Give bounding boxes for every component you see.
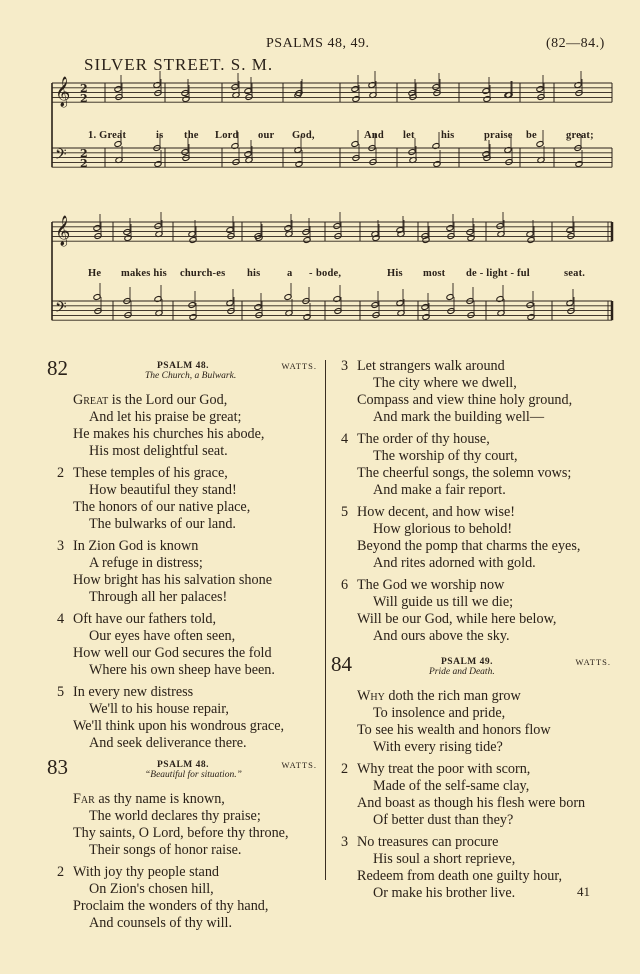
lyric-syllable: 1. Great bbox=[88, 130, 127, 141]
text-column-left bbox=[47, 358, 327, 937]
stanza-lead-word: Why bbox=[357, 688, 389, 704]
psalm-block bbox=[47, 757, 327, 932]
stanza-number: 4 bbox=[341, 431, 349, 447]
psalm-block bbox=[47, 358, 327, 752]
stanza bbox=[331, 431, 621, 499]
verse-line bbox=[331, 577, 621, 594]
stanza-number: 6 bbox=[341, 577, 349, 593]
text-column-right bbox=[331, 358, 621, 907]
verse-line: And ours above the sky. bbox=[373, 628, 510, 644]
verse-line bbox=[331, 504, 621, 521]
verse-line: And counsels of thy will. bbox=[89, 915, 233, 931]
psalm-subtitle: “Beautiful for situation.” bbox=[145, 770, 242, 780]
verse-text: These temples of his grace, bbox=[73, 465, 228, 481]
psalm-name: PSALM 49. bbox=[441, 657, 493, 667]
verse-line: And rites adorned with gold. bbox=[373, 555, 536, 571]
lyric-syllable: our bbox=[258, 130, 275, 141]
verse-line: His soul a short reprieve, bbox=[373, 851, 516, 867]
verse-line: Proclaim the wonders of thy hand, bbox=[73, 898, 269, 914]
lyric-syllable: be bbox=[526, 130, 537, 141]
stanza bbox=[331, 577, 621, 645]
verse-line: We'll to his house repair, bbox=[89, 701, 229, 717]
stanza bbox=[47, 538, 327, 606]
stanza bbox=[331, 358, 621, 426]
time-signature-bottom: 2 bbox=[80, 157, 88, 170]
running-head-range: (82—84.) bbox=[546, 36, 605, 51]
verse-line: Will guide us till we die; bbox=[373, 594, 514, 610]
verse-line: The world declares thy praise; bbox=[89, 808, 261, 824]
running-head-title: PSALMS 48, 49. bbox=[266, 36, 370, 51]
stanza-number: 4 bbox=[57, 611, 65, 627]
verse-line: Thy saints, O Lord, before thy throne, bbox=[73, 825, 289, 841]
bass-clef-icon: 𝄢 bbox=[55, 146, 67, 167]
verse-line: Redeem from death one guilty hour, bbox=[357, 868, 563, 884]
tune-title: SILVER STREET. S. M. bbox=[84, 55, 274, 74]
stanza bbox=[47, 684, 327, 752]
verse-line: Will be our God, while here below, bbox=[357, 611, 557, 627]
verse-line: And seek deliverance there. bbox=[89, 735, 247, 751]
psalm-header bbox=[331, 654, 621, 688]
lyric-syllable: most bbox=[423, 268, 446, 279]
stanza bbox=[47, 864, 327, 932]
page-number: 41 bbox=[577, 884, 590, 899]
psalm-number: 82 bbox=[47, 356, 68, 380]
psalm-name: PSALM 48. bbox=[157, 361, 209, 371]
verse-line bbox=[331, 761, 621, 778]
stanza-number: 3 bbox=[57, 538, 65, 554]
time-signature-top: 2 bbox=[80, 147, 88, 160]
psalm-number: 83 bbox=[47, 755, 68, 779]
stanza bbox=[47, 392, 327, 460]
music-score bbox=[0, 0, 640, 360]
psalm-header bbox=[47, 757, 327, 791]
verse-line: The worship of thy court, bbox=[373, 448, 518, 464]
lyric-syllable: his bbox=[441, 130, 455, 141]
stanza-number: 3 bbox=[341, 358, 349, 374]
stanza bbox=[47, 465, 327, 533]
verse-line: Their songs of honor raise. bbox=[89, 842, 242, 858]
lyric-syllable: is bbox=[156, 130, 164, 141]
verse-line: Or make his brother live. bbox=[373, 885, 516, 901]
treble-clef-icon: 𝄞 bbox=[55, 77, 71, 107]
verse-line: Compass and view thine holy ground, bbox=[357, 392, 573, 408]
verse-text: as thy name is known, bbox=[98, 791, 225, 807]
verse-text: With joy thy people stand bbox=[73, 864, 220, 880]
verse-line: Where his own sheep have been. bbox=[89, 662, 275, 678]
verse-line: How glorious to behold! bbox=[373, 521, 513, 537]
verse-line bbox=[47, 465, 327, 482]
stanza-number: 2 bbox=[341, 761, 349, 777]
verse-line: The cheerful songs, the solemn vows; bbox=[357, 465, 572, 481]
verse-line: Our eyes have often seen, bbox=[89, 628, 236, 644]
verse-line: The bulwarks of our land. bbox=[89, 516, 236, 532]
psalm-block bbox=[331, 358, 621, 645]
time-signature-bottom: 2 bbox=[80, 92, 88, 105]
verse-line: His most delightful seat. bbox=[89, 443, 228, 459]
verse-line: And make a fair report. bbox=[373, 482, 506, 498]
stanza-number: 5 bbox=[341, 504, 349, 520]
stanza-lead-word: Great bbox=[73, 392, 112, 408]
verse-line: How beautiful they stand! bbox=[89, 482, 237, 498]
verse-line bbox=[47, 684, 327, 701]
verse-line: He makes his churches his abode, bbox=[73, 426, 265, 442]
lyric-syllable: Lord bbox=[215, 130, 239, 141]
psalm-subtitle: The Church, a Bulwark. bbox=[145, 371, 237, 381]
psalm-author: WATTS. bbox=[281, 361, 317, 371]
stanza bbox=[331, 504, 621, 572]
psalm-subtitle: Pride and Death. bbox=[429, 667, 495, 677]
stanza-lead-word: Far bbox=[73, 791, 99, 807]
lyric-syllable: seat. bbox=[564, 268, 586, 279]
verse-line bbox=[331, 431, 621, 448]
verse-line: With every rising tide? bbox=[373, 739, 503, 755]
verse-line: Of better dust than they? bbox=[373, 812, 514, 828]
lyric-syllable: church-es bbox=[180, 268, 226, 279]
verse-text: Let strangers walk around bbox=[357, 358, 505, 374]
stanza bbox=[47, 611, 327, 679]
verse-line: The honors of our native place, bbox=[73, 499, 251, 515]
verse-line bbox=[47, 864, 327, 881]
verse-line bbox=[47, 392, 327, 409]
verse-line: The city where we dwell, bbox=[373, 375, 517, 391]
lyric-syllable: God, bbox=[292, 130, 315, 141]
lyric-syllable: great; bbox=[566, 130, 594, 141]
psalm-header bbox=[47, 358, 327, 392]
verse-line: Made of the self-same clay, bbox=[373, 778, 530, 794]
verse-line: Beyond the pomp that charms the eyes, bbox=[357, 538, 581, 554]
stanza-number: 5 bbox=[57, 684, 65, 700]
verse-line: And let his praise be great; bbox=[89, 409, 242, 425]
psalm-number: 84 bbox=[331, 652, 352, 676]
verse-line: And mark the building well— bbox=[373, 409, 545, 425]
lyric-syllable: He bbox=[88, 268, 102, 279]
lyric-syllable: His bbox=[387, 268, 403, 279]
verse-text: The order of thy house, bbox=[357, 431, 490, 447]
lyric-syllable: a bbox=[287, 268, 293, 279]
bass-clef-icon: 𝄢 bbox=[55, 299, 67, 320]
verse-line: And boast as though his flesh were born bbox=[357, 795, 586, 811]
verse-line: How bright has his salvation shone bbox=[73, 572, 272, 588]
verse-text: No treasures can procure bbox=[357, 834, 499, 850]
verse-line: To insolence and pride, bbox=[373, 705, 506, 721]
verse-text: Oft have our fathers told, bbox=[73, 611, 217, 627]
verse-text: Why treat the poor with scorn, bbox=[357, 761, 531, 777]
verse-line: A refuge in distress; bbox=[89, 555, 203, 571]
verse-line: How well our God secures the fold bbox=[73, 645, 272, 661]
treble-clef-icon: 𝄞 bbox=[55, 216, 71, 246]
stanza bbox=[47, 791, 327, 859]
verse-text: In every new distress bbox=[73, 684, 194, 700]
psalm-block bbox=[331, 654, 621, 902]
psalm-author: WATTS. bbox=[575, 657, 611, 667]
stanza-number: 2 bbox=[57, 465, 65, 481]
lyric-syllable: - bbox=[309, 268, 313, 279]
psalm-author: WATTS. bbox=[281, 760, 317, 770]
psalm-name: PSALM 48. bbox=[157, 760, 209, 770]
verse-line bbox=[331, 358, 621, 375]
lyric-syllable: the bbox=[184, 130, 199, 141]
stanza-number: 3 bbox=[341, 834, 349, 850]
lyric-syllable: let bbox=[403, 130, 415, 141]
verse-line: Through all her palaces! bbox=[89, 589, 228, 605]
verse-line bbox=[331, 834, 621, 851]
verse-text: In Zion God is known bbox=[73, 538, 199, 554]
verse-line: To see his wealth and honors flow bbox=[357, 722, 551, 738]
verse-line: We'll think upon his wondrous grace, bbox=[73, 718, 285, 734]
verse-line bbox=[47, 791, 327, 808]
verse-line bbox=[47, 611, 327, 628]
verse-text: is the Lord our God, bbox=[111, 392, 228, 408]
verse-text: How decent, and how wise! bbox=[357, 504, 515, 520]
lyric-syllable: bode, bbox=[316, 268, 342, 279]
verse-line bbox=[47, 538, 327, 555]
lyric-syllable: makes his bbox=[121, 268, 167, 279]
time-signature-top: 2 bbox=[80, 82, 88, 95]
stanza bbox=[331, 761, 621, 829]
lyric-syllable: And bbox=[364, 130, 384, 141]
verse-text: The God we worship now bbox=[357, 577, 505, 593]
verse-text: doth the rich man grow bbox=[388, 688, 521, 704]
verse-line: On Zion's chosen hill, bbox=[89, 881, 214, 897]
verse-line bbox=[331, 688, 621, 705]
lyric-syllable: praise bbox=[484, 130, 513, 141]
stanza-number: 2 bbox=[57, 864, 65, 880]
stanza bbox=[331, 688, 621, 756]
lyric-syllable: de - light - ful bbox=[466, 268, 530, 279]
lyric-syllable: his bbox=[247, 268, 261, 279]
